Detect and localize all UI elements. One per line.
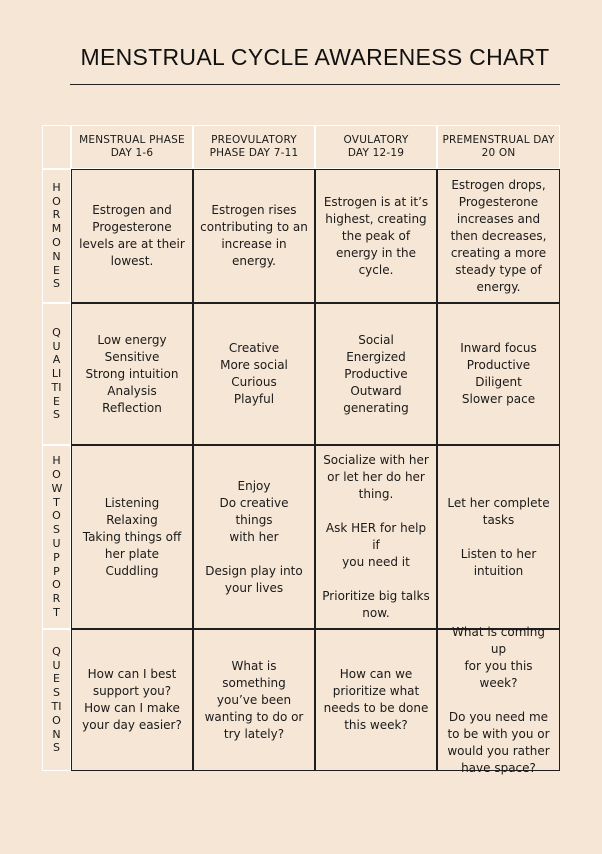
row-label-text: QUALITIES [51, 325, 62, 422]
cell-qualities-preovulatory: Creative More social Curious Playful [193, 303, 315, 445]
cell-support-premenstrual: Let her complete tasks Listen to her intuition [437, 445, 560, 629]
cell-qualities-menstrual: Low energy Sensitive Strong intuition Analysis Reflection [71, 303, 193, 445]
column-header-ovulatory: OVULATORY DAY 12-19 [315, 125, 437, 169]
row-label-questions [42, 629, 71, 771]
page-title: MENSTRUAL CYCLE AWARENESS CHART [80, 44, 550, 70]
cell-qualities-premenstrual: Inward focus Productive Diligent Slower pace [437, 303, 560, 445]
column-header-preovulatory: PREOVULATORY PHASE DAY 7-11 [193, 125, 315, 169]
row-label-text: QUESTIONS [51, 644, 62, 755]
awareness-chart-grid [42, 125, 560, 775]
cell-questions-preovulatory: What is something you’ve been wanting to do or try lately? [193, 629, 315, 771]
cell-support-preovulatory: Enjoy Do creative things with her Design play into your lives [193, 445, 315, 629]
cell-support-ovulatory: Socialize with her or let her do her thing. Ask HER for help if you need it Prioritize big talks now. [315, 445, 437, 629]
corner-cell [42, 125, 71, 169]
row-label-text: HOWTOSUPPORT [51, 454, 63, 619]
row-label-hormones [42, 169, 71, 303]
row-label-qualities [42, 303, 71, 445]
cell-hormones-premenstrual: Estrogen drops, Progesterone increases and then decreases, creating a more steady type of energy. [437, 169, 560, 303]
row-label-text: HORMONES [51, 180, 62, 291]
cell-hormones-preovulatory: Estrogen rises contributing to an increase in energy. [193, 169, 315, 303]
column-header-menstrual: MENSTRUAL PHASE DAY 1-6 [71, 125, 193, 169]
cell-questions-menstrual: How can I best support you? How can I make your day easier? [71, 629, 193, 771]
cell-hormones-ovulatory: Estrogen is at it’s highest, creating the peak of energy in the cycle. [315, 169, 437, 303]
title-underline [70, 84, 560, 85]
cell-hormones-menstrual: Estrogen and Progesterone levels are at their lowest. [71, 169, 193, 303]
cell-questions-premenstrual: What is coming up for you this week? Do you need me to be with you or would you rather have space? [437, 629, 560, 771]
column-header-premenstrual: PREMENSTRUAL DAY 20 ON [437, 125, 560, 169]
cell-qualities-ovulatory: Social Energized Productive Outward generating [315, 303, 437, 445]
cell-support-menstrual: Listening Relaxing Taking things off her plate Cuddling [71, 445, 193, 629]
cell-questions-ovulatory: How can we prioritize what needs to be done this week? [315, 629, 437, 771]
row-label-how-to-support [42, 445, 71, 629]
